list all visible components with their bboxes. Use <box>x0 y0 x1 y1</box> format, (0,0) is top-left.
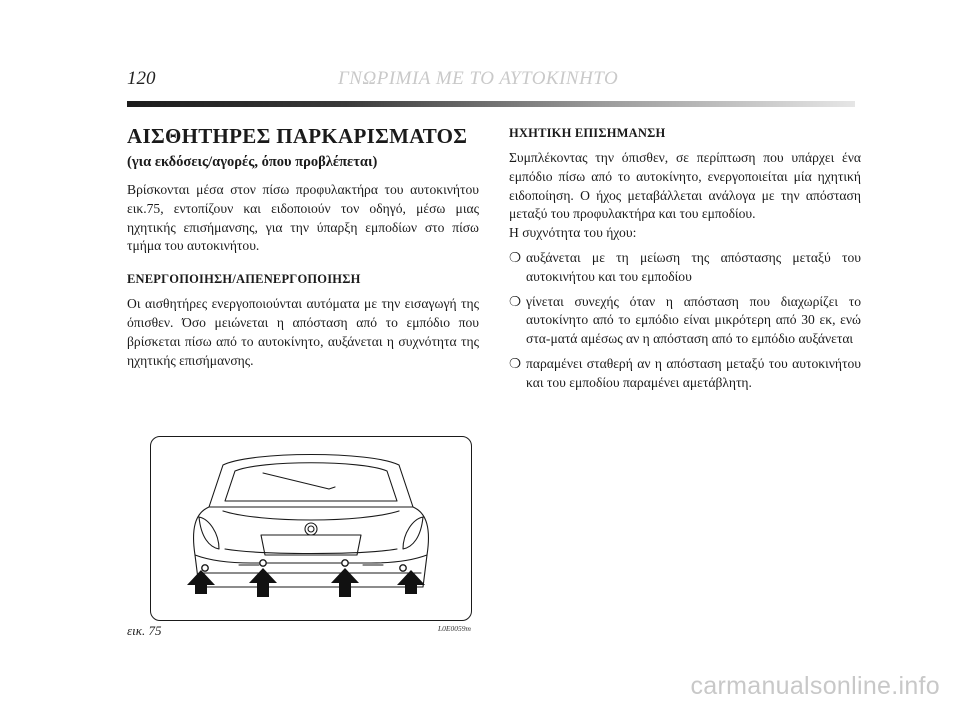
frequency-list <box>509 249 861 393</box>
parking-sensor-icon <box>202 565 208 571</box>
section-subtitle: (για εκδόσεις/αγορές, όπου προβλέπεται) <box>127 154 378 170</box>
audible-signal-heading: ΗΧΗΤΙΚΗ ΕΠΙΣΗΜΑΝΣΗ <box>509 126 666 140</box>
left-column <box>127 123 479 370</box>
figure-75 <box>150 436 472 621</box>
figure-caption: εικ. 75 <box>127 623 162 638</box>
list-item-text: αυξάνεται με τη μείωση της απόστασης μεταξύ του αυτοκινήτου και του εμποδίου <box>526 249 861 284</box>
up-arrow-icon <box>187 570 215 594</box>
car-rear-illustration <box>151 437 471 620</box>
list-item <box>509 355 861 393</box>
watermark: carmanualsonline.info <box>690 672 940 700</box>
up-arrow-icon <box>249 568 277 597</box>
parking-sensor-icon <box>400 565 406 571</box>
activation-paragraph: Οι αισθητήρες ενεργοποιούνται αυτόματα με την εισαγωγή της όπισθεν. Όσο μειώνεται η απόσταση από το εμπόδιο που βρίσκεται πίσω από το αυτοκίνητο, αυξάνεται η συχνότητα της ηχητικής επισήμανσης. <box>127 296 479 368</box>
frequency-label: Η συχνότητα του ήχου: <box>509 225 637 241</box>
up-arrow-icon <box>331 568 359 597</box>
bullet-circle-icon: ❍ <box>509 293 522 309</box>
right-column <box>509 126 861 399</box>
parking-sensor-icon <box>260 560 266 566</box>
up-arrow-icon <box>397 570 425 594</box>
figure-code: L0E0059m <box>438 624 471 633</box>
list-item-text: γίνεται συνεχής όταν η απόσταση που διαχωρίζει το αυτοκίνητο από το εμπόδιο είναι μικρότερη από 30 εκ, ενώ στα-ματά αμέσως αν η απόσταση από το εμπόδιο αυξάνεται <box>526 293 861 347</box>
page-number: 120 <box>127 68 156 89</box>
header-rule <box>127 101 855 107</box>
section-title: ΑΙΣΘΗΤΗΡΕΣ ΠΑΡΚΑΡΙΣΜΑΤΟΣ <box>127 124 468 148</box>
list-item-text: παραμένει σταθερή αν η απόσταση μεταξύ του αυτοκινήτου και του εμποδίου παραμένει αμετάβλητη. <box>526 355 861 390</box>
running-title: ΓΝΩΡΙΜΙΑ ΜΕ ΤΟ ΑΥΤΟΚΙΝΗΤΟ <box>338 68 619 89</box>
audible-signal-paragraph: Συμπλέκοντας την όπισθεν, σε περίπτωση που υπάρχει ένα εμπόδιο πίσω από το αυτοκίνητο, ενεργοποιείται μία ηχητική ειδοποίηση. Ο ήχος μεταβάλλεται ανάλογα με την απόσταση μεταξύ του προφυλακτήρα και του εμποδίου. <box>509 150 861 222</box>
list-item <box>509 249 861 287</box>
bullet-circle-icon: ❍ <box>509 355 522 371</box>
list-item <box>509 293 861 349</box>
activation-heading: ΕΝΕΡΓΟΠΟΙΗΣΗ/ΑΠΕΝΕΡΓΟΠΟΙΗΣΗ <box>127 272 361 287</box>
bullet-circle-icon: ❍ <box>509 249 522 265</box>
intro-paragraph: Βρίσκονται μέσα στον πίσω προφυλακτήρα του αυτοκινήτου εικ.75, εντοπίζουν και ειδοποιούν τον οδηγό, μέσω μιας ηχητικής επισήμανσης, για την ύπαρξη εμποδίων στο πίσω τμήμα του αυτοκινήτου. <box>127 182 479 254</box>
parking-sensor-icon <box>342 560 348 566</box>
